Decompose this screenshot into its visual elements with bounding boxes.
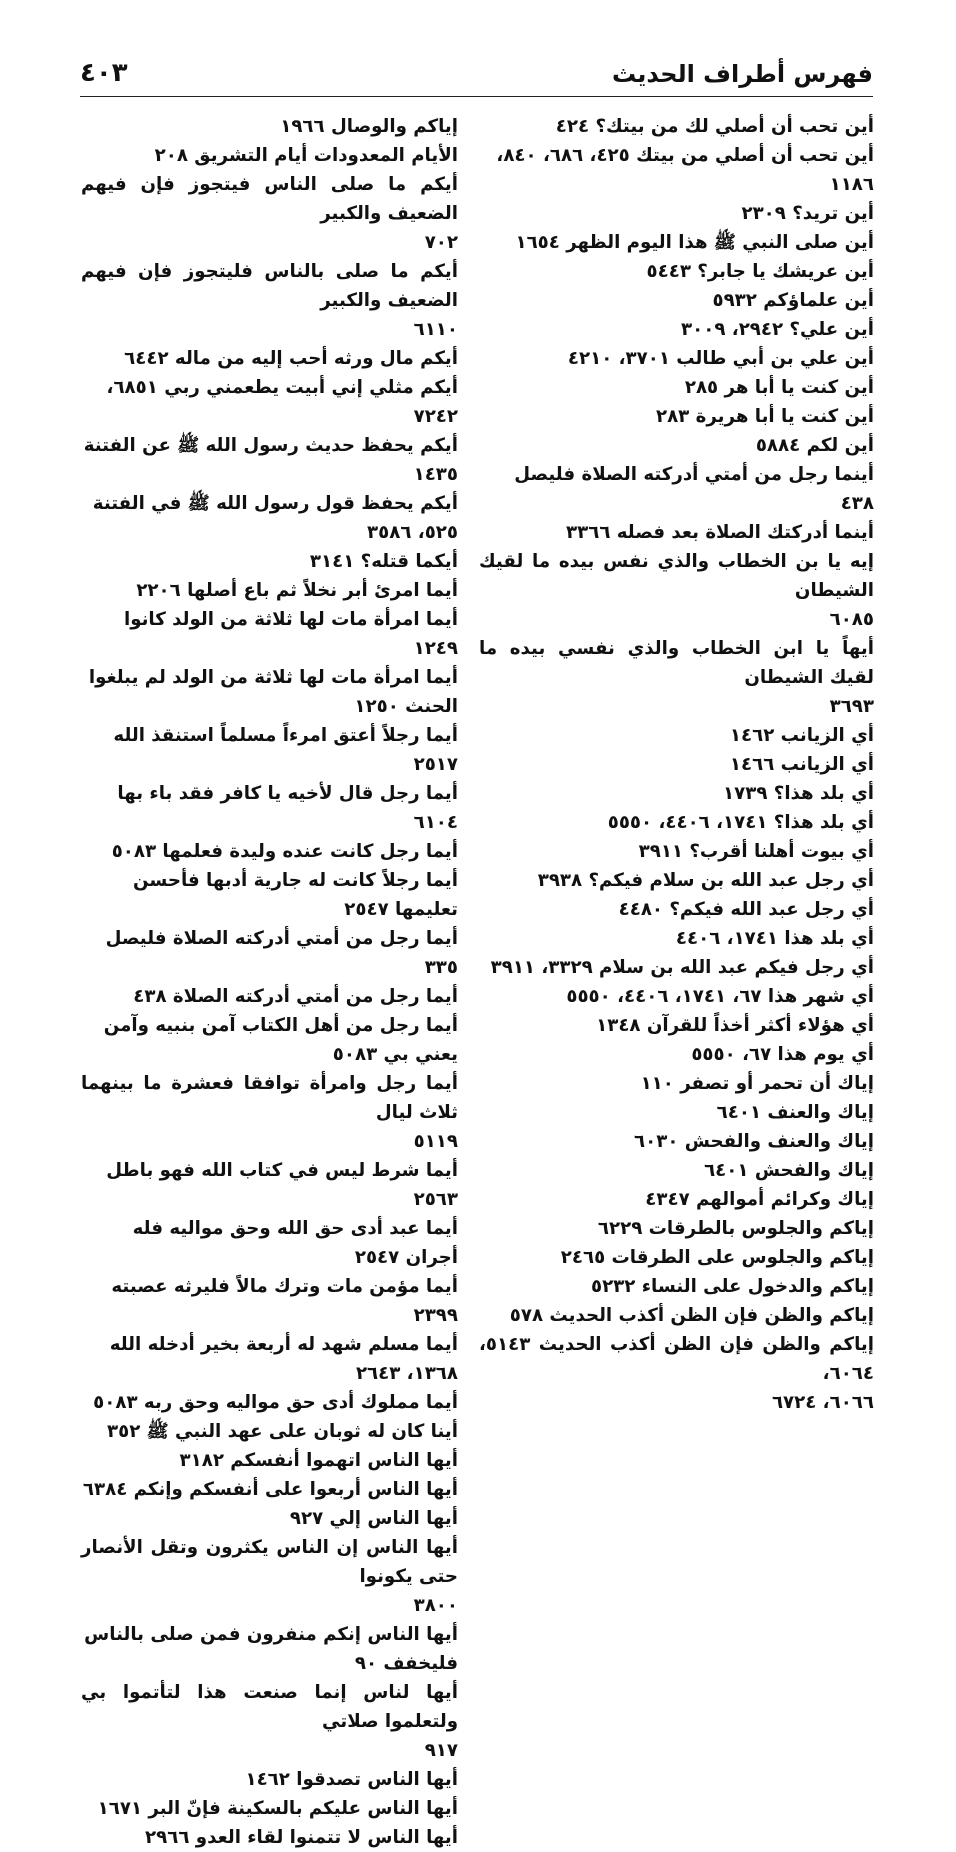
entry-text: أيما مملوك أدى حق مواليه وحق ربه ٥٠٨٣ (93, 1392, 458, 1413)
entry-continuation: ٦٠٦٦، ٦٧٢٤ (771, 1392, 874, 1413)
entry-text: إياكم والدخول على النساء ٥٢٣٢ (590, 1276, 874, 1297)
entry-text: أيكم مال ورثه أحب إليه من ماله ٦٤٤٢ (124, 348, 458, 369)
entry-text: إياك والفحش ٦٤٠١ (704, 1160, 874, 1181)
entry-text: أيها الناس تصدقوا ١٤٦٢ (245, 1769, 458, 1790)
entry-continuation: ٧٠٢ (424, 232, 458, 253)
index-entry (479, 1243, 874, 1272)
entry-text: إياك والعنف ٦٤٠١ (716, 1102, 874, 1123)
entry-text: أي الزيانب ١٤٦٢ (729, 725, 874, 746)
entry-text: أيما امرأة مات لها ثلاثة من الولد كانوا ١٢٤٩ (123, 609, 458, 659)
index-entry (479, 199, 874, 228)
index-entry (479, 518, 874, 547)
index-entry (81, 982, 458, 1011)
entry-text: إياكم والجلوس على الطرقات ٢٤٦٥ (560, 1247, 874, 1268)
index-entry (81, 141, 458, 170)
index-entry (81, 1765, 458, 1794)
index-entry (81, 1011, 458, 1069)
index-entry (81, 924, 458, 982)
entry-text: أي بلد هذا؟ ١٧٣٩ (723, 783, 874, 804)
entry-text: أينما رجل من أمتي أدركته الصلاة فليصل ٤٣٨ (514, 464, 874, 514)
index-entry (479, 779, 874, 808)
entry-text: أين تحب أن أصلي من بيتك ٤٢٥، ٦٨٦، ٨٤٠، ١١٨٦ (496, 145, 874, 195)
entry-text: أين كنت يا أبا هريرة ٢٨٣ (655, 406, 874, 427)
index-entry (81, 257, 458, 344)
entry-continuation: ٦١١٠ (413, 319, 458, 340)
entry-text: أيما رجل قال لأخيه يا كافر فقد باء بها ٦١٠٤ (117, 783, 458, 833)
entry-text: أيها الناس لا تتمنوا لقاء العدو ٢٩٦٦ (145, 1827, 458, 1848)
entry-text: أي هؤلاء أكثر أخذاً للقرآن ١٣٤٨ (596, 1015, 874, 1036)
index-entry (479, 315, 874, 344)
entry-text: أيها الناس عليكم بالسكينة فإنّ البر ١٦٧١ (97, 1798, 458, 1819)
entry-text: أيكم ما صلى بالناس فليتجوز فإن فيهم الضعيف والكبير (81, 261, 458, 311)
entry-text: إياكم والظن فإن الظن أكذب الحديث ٥٧٨ (509, 1305, 874, 1326)
index-entry (479, 373, 874, 402)
entry-text: أيكما قتله؟ ٣١٤١ (309, 551, 458, 572)
entry-text: أي بلد هذا ١٧٤١، ٤٤٠٦ (675, 928, 874, 949)
index-entry (479, 750, 874, 779)
index-entry (479, 1330, 874, 1417)
index-entry (479, 1272, 874, 1301)
entry-text: أين علي بن أبي طالب ٣٧٠١، ٤٢١٠ (567, 348, 874, 369)
index-entry (81, 1156, 458, 1214)
index-entry (479, 1098, 874, 1127)
index-entry (81, 1272, 458, 1330)
entry-text: إياكم والوصال ١٩٦٦ (280, 116, 458, 137)
entry-text: أيما امرأة مات لها ثلاثة من الولد لم يبلغوا الحنث ١٢٥٠ (88, 667, 458, 717)
page-title: فهرس أطراف الحديث (612, 60, 873, 88)
index-entry (479, 257, 874, 286)
entry-text: أيما رجل من أمتي أدركته الصلاة ٤٣٨ (133, 986, 458, 1007)
index-entry (81, 1620, 458, 1678)
index-entry (479, 431, 874, 460)
index-entry (479, 1301, 874, 1330)
index-entry (81, 1069, 458, 1156)
index-entry (81, 431, 458, 489)
index-entry (479, 228, 874, 257)
index-entry (479, 1011, 874, 1040)
index-entry (81, 112, 458, 141)
entry-text: أيكم ما صلى الناس فيتجوز فإن فيهم الضعيف والكبير (81, 174, 458, 224)
entry-text: أيما رجل كانت عنده وليدة فعلمها ٥٠٨٣ (111, 841, 458, 862)
index-entry (479, 460, 874, 518)
entry-text: أين تريد؟ ٢٣٠٩ (741, 203, 874, 224)
entry-text: إيه يا بن الخطاب والذي نفس بيده ما لقيك الشيطان (479, 551, 874, 601)
index-entry (81, 1417, 458, 1446)
index-entry (479, 402, 874, 431)
entry-text: أيما رجل من أهل الكتاب آمن بنبيه وآمن يعني بي ٥٠٨٣ (103, 1015, 458, 1065)
entry-text: أيما رجلاً أعتق امرءاً مسلماً استنقذ الله ٢٥١٧ (113, 725, 458, 775)
entry-text: أي رجل عبد الله فيكم؟ ٤٤٨٠ (618, 899, 874, 920)
page-header (80, 52, 873, 97)
index-entry (479, 141, 874, 199)
entry-text: أي الزيانب ١٤٦٦ (729, 754, 874, 775)
entry-text: إياكم والظن فإن الظن أكذب الحديث ٥١٤٣، ٦٠٦٤، (479, 1334, 874, 1384)
index-entry (81, 344, 458, 373)
index-entry (479, 982, 874, 1011)
index-entry (81, 1446, 458, 1475)
index-entry (81, 779, 458, 837)
entry-text: أينما أدركتك الصلاة بعد فصله ٣٣٦٦ (566, 522, 874, 543)
index-column-left (81, 112, 458, 1852)
entry-text: أين لكم ٥٨٨٤ (755, 435, 874, 456)
entry-text: أيها الناس إنكم منفرون فمن صلى بالناس فليخفف ٩٠ (84, 1624, 458, 1674)
index-entry (81, 1678, 458, 1765)
index-entry (479, 837, 874, 866)
entry-text: أيها لناس إنما صنعت هذا لتأتموا بي ولتعلموا صلاتي (81, 1682, 458, 1732)
index-entry (81, 837, 458, 866)
entry-text: أيكم يحفظ حديث رسول الله ﷺ عن الفتنة ١٤٣٥ (83, 435, 458, 485)
entry-text: أيها الناس أربعوا على أنفسكم وإنكم ٦٣٨٤ (82, 1479, 458, 1500)
index-entry (479, 895, 874, 924)
index-entry (479, 1185, 874, 1214)
index-entry (479, 344, 874, 373)
entry-text: أي يوم هذا ٦٧، ٥٥٥٠ (691, 1044, 874, 1065)
entry-text: أي رجل فيكم عبد الله بن سلام ٣٣٢٩، ٣٩١١ (490, 957, 874, 978)
entry-text: أيما امرئ أبر نخلاً ثم باع أصلها ٢٢٠٦ (136, 580, 458, 601)
entry-text: أين صلى النبي ﷺ هذا اليوم الظهر ١٦٥٤ (515, 232, 874, 253)
entry-text: أي شهر هذا ٦٧، ١٧٤١، ٤٤٠٦، ٥٥٥٠ (566, 986, 874, 1007)
index-entry (81, 170, 458, 257)
index-entry (81, 1214, 458, 1272)
index-entry (479, 1069, 874, 1098)
entry-text: أيما رجلاً كانت له جارية أدبها فأحسن تعليمها ٢٥٤٧ (132, 870, 458, 920)
entry-text: إياكم والجلوس بالطرقات ٦٢٢٩ (597, 1218, 874, 1239)
entry-text: أيها الناس إلي ٩٢٧ (289, 1508, 458, 1529)
index-entry (479, 1156, 874, 1185)
entry-text: أيهاً يا ابن الخطاب والذي نفسي بيده ما لقيك الشيطان (479, 638, 874, 688)
entry-text: أينا كان له ثوبان على عهد النبي ﷺ ٣٥٢ (107, 1421, 458, 1442)
entry-text: أين علماؤكم ٥٩٣٢ (712, 290, 874, 311)
entry-text: أيما رجل من أمتي أدركته الصلاة فليصل ٣٣٥ (105, 928, 458, 978)
index-entry (479, 286, 874, 315)
index-entry (81, 547, 458, 576)
entry-continuation: ٩١٧ (424, 1740, 458, 1761)
index-entry (479, 634, 874, 721)
page-number: ٤٠٣ (80, 58, 128, 88)
index-entry (479, 1214, 874, 1243)
entry-text: أيما شرط ليس في كتاب الله فهو باطل ٢٥٦٣ (106, 1160, 458, 1210)
entry-text: إياك وكرائم أموالهم ٤٣٤٧ (645, 1189, 874, 1210)
entry-text: أيما مؤمن مات وترك مالاً فليرثه عصبته ٢٣٩٩ (111, 1276, 458, 1326)
index-entry (81, 576, 458, 605)
entry-text: أيكم مثلي إني أبيت يطعمني ربي ٦٨٥١، ٧٢٤٢ (106, 377, 458, 427)
index-entry (81, 373, 458, 431)
index-entry (81, 1504, 458, 1533)
index-entry (81, 1533, 458, 1620)
index-entry (479, 953, 874, 982)
index-entry (479, 1127, 874, 1156)
entry-text: أين علي؟ ٢٩٤٢، ٣٠٠٩ (681, 319, 874, 340)
entry-text: إياك أن تحمر أو تصفر ١١٠ (640, 1073, 874, 1094)
entry-text: أيما عبد أدى حق الله وحق مواليه فله أجران ٢٥٤٧ (132, 1218, 458, 1268)
index-entry (479, 866, 874, 895)
entry-text: أي بلد هذا؟ ١٧٤١، ٤٤٠٦، ٥٥٥٠ (607, 812, 874, 833)
entry-text: أيما مسلم شهد له أربعة بخير أدخله الله ١٣٦٨، ٢٦٤٣ (109, 1334, 458, 1384)
entry-continuation: ٣٨٠٠ (413, 1595, 458, 1616)
index-entry (81, 1388, 458, 1417)
index-column-right (479, 112, 874, 1417)
entry-text: أي بيوت أهلنا أقرب؟ ٣٩١١ (638, 841, 874, 862)
entry-continuation: ٥١١٩ (413, 1131, 458, 1152)
index-entry (479, 112, 874, 141)
index-entry (81, 721, 458, 779)
entry-continuation: ٦٠٨٥ (829, 609, 874, 630)
index-entry (479, 721, 874, 750)
index-entry (479, 924, 874, 953)
entry-text: أين عريشك يا جابر؟ ٥٤٤٣ (646, 261, 874, 282)
entry-text: أين تحب أن أصلي لك من بيتك؟ ٤٢٤ (555, 116, 874, 137)
entry-text: الأيام المعدودات أيام التشريق ٢٠٨ (154, 145, 458, 166)
index-entry (479, 547, 874, 634)
index-entry (479, 808, 874, 837)
index-entry (81, 1794, 458, 1823)
index-entry (81, 605, 458, 663)
index-entry (81, 866, 458, 924)
index-entry (81, 663, 458, 721)
entry-continuation: ٣٦٩٣ (829, 696, 874, 717)
entry-text: أي رجل عبد الله بن سلام فيكم؟ ٣٩٣٨ (537, 870, 874, 891)
index-entry (479, 1040, 874, 1069)
entry-text: أيها الناس إن الناس يكثرون وتقل الأنصار حتى يكونوا (81, 1537, 458, 1587)
index-entry (81, 1475, 458, 1504)
entry-text: إياك والعنف والفحش ٦٠٣٠ (634, 1131, 874, 1152)
entry-text: أيما رجل وامرأة توافقا فعشرة ما بينهما ثلاث ليال (81, 1073, 458, 1123)
entry-text: أيها الناس اتهموا أنفسكم ٣١٨٢ (179, 1450, 458, 1471)
entry-text: أيكم يحفظ قول رسول الله ﷺ في الفتنة ٥٢٥، ٣٥٨٦ (92, 493, 458, 543)
index-entry (81, 489, 458, 547)
entry-text: أين كنت يا أبا هر ٢٨٥ (684, 377, 874, 398)
index-entry (81, 1330, 458, 1388)
index-entry (81, 1823, 458, 1852)
